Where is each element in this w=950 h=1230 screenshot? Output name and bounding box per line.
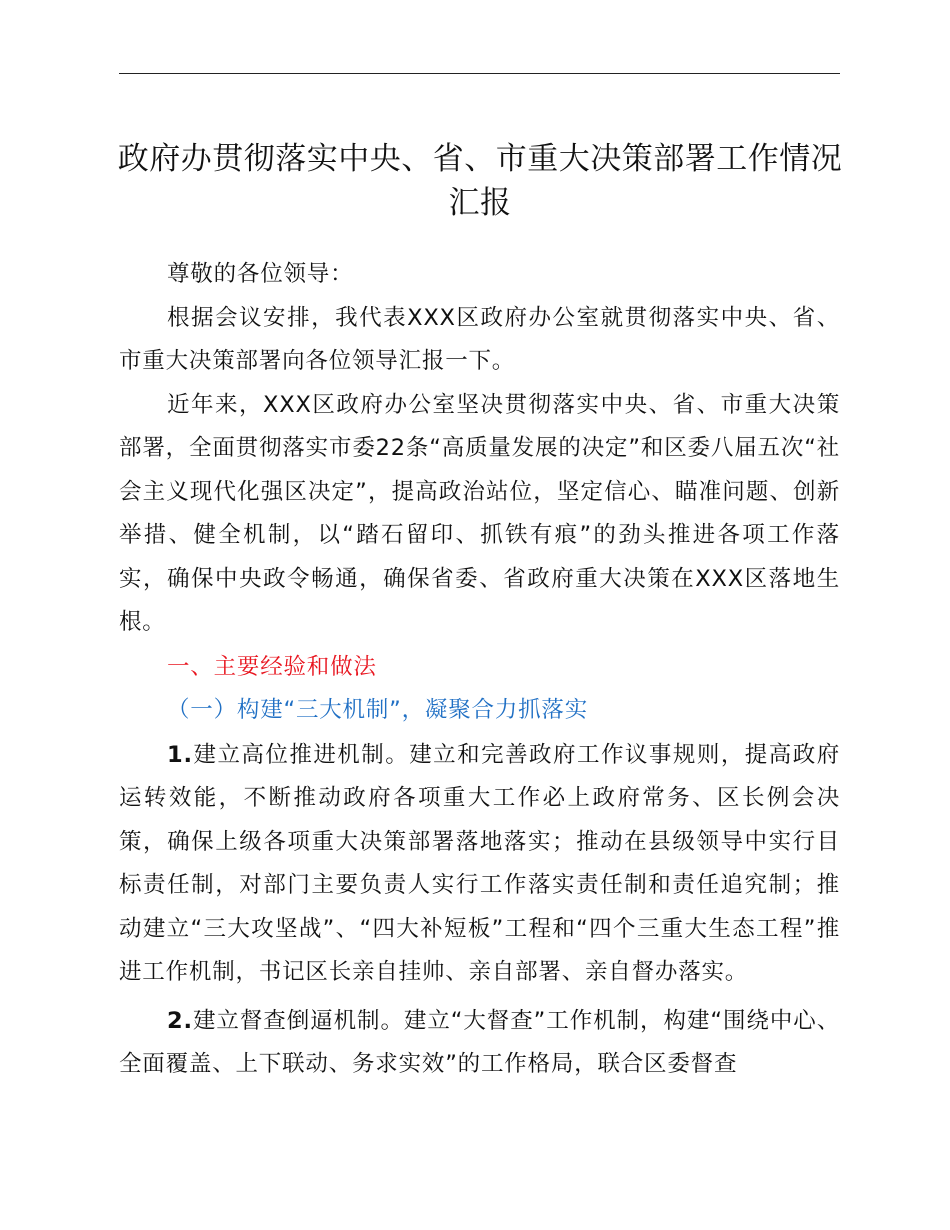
document-title: 政府办贯彻落实中央、省、市重大决策部署工作情况汇报 — [117, 141, 843, 221]
header-rule — [119, 73, 840, 74]
item-2-paragraph — [119, 1000, 840, 1087]
section-heading-1: 一、主要经验和做法 — [167, 653, 377, 680]
subsection-heading-1: （一）构建“三大机制”，凝聚合力抓落实 — [167, 697, 589, 723]
item-2-number: 2. — [167, 1007, 193, 1034]
intro-paragraph-2: 近年来，XXX区政府办公室坚决贯彻落实中央、省、市重大决策部署，全面贯彻落实市委22条“高质量发展的决定”和区委八届五次“社会主义现代化强区决定”，提高政治站位，坚定信心、瞄准问题、创新举措、健全机制，以“踏石留印、抓铁有痕”的劲头推进各项工作落实，确保中央政令畅通，确保省委、省政府重大决策在XXX区落地生根。 — [119, 391, 840, 635]
item-1-paragraph — [119, 734, 840, 995]
item-1-number: 1. — [167, 741, 193, 768]
item-1-text: 建立高位推进机制。建立和完善政府工作议事规则，提高政府运转效能，不断推动政府各项重大工作必上政府常务、区长例会决策，确保上级各项重大决策部署落地落实；推动在县级领导中实行目标责任制，对部门主要负责人实行工作落实责任制和责任追究制；推动建立“三大攻坚战”、“四大补短板”工程和“四个三重大生态工程”推进工作机制，书记区长亲自挂帅、亲自部署、亲自督办落实。 — [119, 741, 840, 985]
greeting: 尊敬的各位领导： — [167, 261, 354, 287]
document-body — [119, 253, 840, 1087]
intro-paragraph-1: 根据会议安排，我代表XXX区政府办公室就贯彻落实中央、省、市重大决策部署向各位领导汇报一下。 — [119, 304, 840, 374]
item-2-text: 建立督查倒逼机制。建立“大督查”工作机制，构建“围绕中心、全面覆盖、上下联动、务求实效”的工作格局，联合区委督查 — [119, 1007, 840, 1077]
